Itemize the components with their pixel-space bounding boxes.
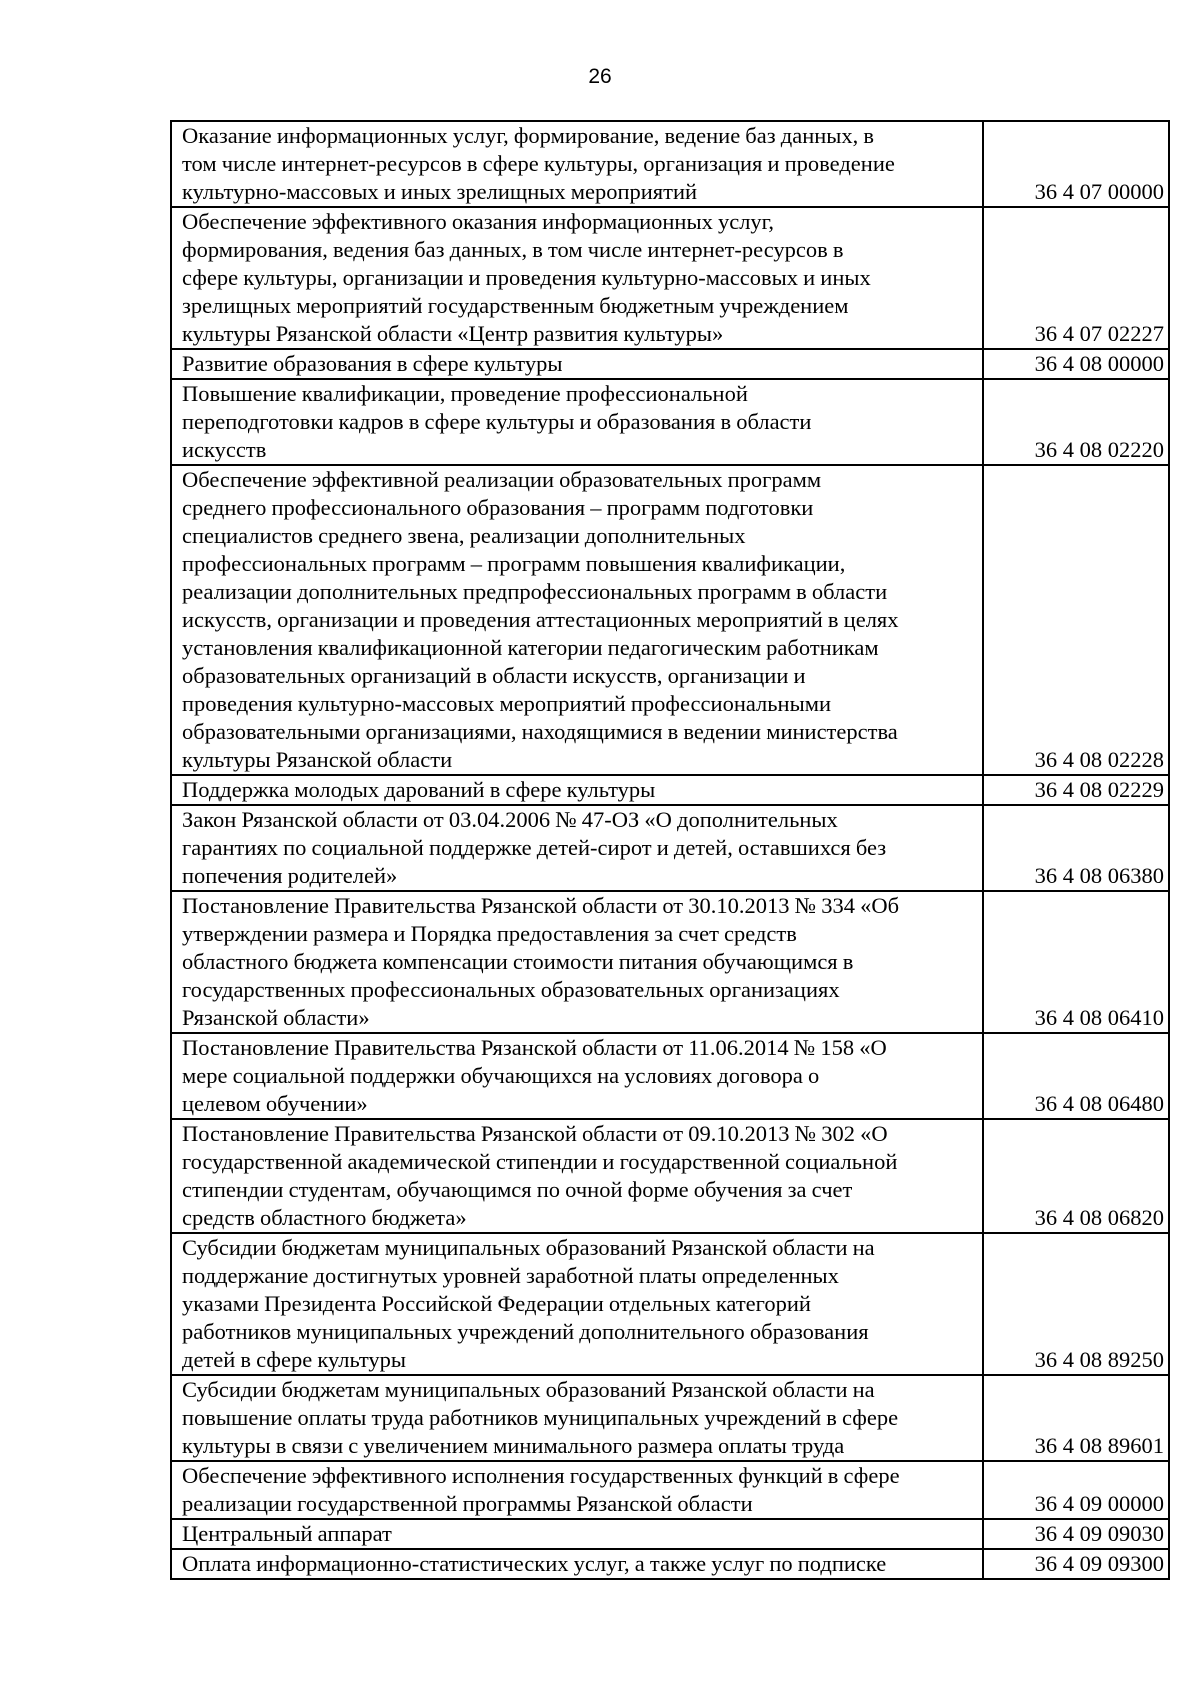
row-description xyxy=(171,465,983,775)
page-number: 26 xyxy=(588,65,612,88)
row-code: 36 4 08 06820 xyxy=(983,1119,1169,1233)
row-code: 36 4 08 89250 xyxy=(983,1233,1169,1375)
row-description xyxy=(171,891,983,1033)
description-line: гарантиях по социальной поддержке детей-сирот и детей, оставшихся без xyxy=(182,835,887,860)
description-line: Обеспечение эффективной реализации образовательных программ xyxy=(182,467,822,492)
table-row xyxy=(171,1375,1169,1461)
row-code: 36 4 08 02228 xyxy=(983,465,1169,775)
row-description xyxy=(171,1549,983,1579)
table-row xyxy=(171,1033,1169,1119)
row-description xyxy=(171,121,983,207)
description-line: областного бюджета компенсации стоимости питания обучающимся в xyxy=(182,949,854,974)
row-code: 36 4 07 00000 xyxy=(983,121,1169,207)
description-line: Постановление Правительства Рязанской области от 09.10.2013 № 302 «О xyxy=(182,1121,888,1146)
row-description xyxy=(171,349,983,379)
description-line: переподготовки кадров в сфере культуры и образования в области xyxy=(182,409,812,434)
row-code: 36 4 08 00000 xyxy=(983,349,1169,379)
description-line: Центральный аппарат xyxy=(182,1521,392,1546)
row-description xyxy=(171,1033,983,1119)
table-row xyxy=(171,379,1169,465)
table-row xyxy=(171,465,1169,775)
description-line: Постановление Правительства Рязанской области от 30.10.2013 № 334 «Об xyxy=(182,893,900,918)
table-row xyxy=(171,775,1169,805)
description-line: искусств xyxy=(182,437,267,462)
description-line: Обеспечение эффективного исполнения государственных функций в сфере xyxy=(182,1463,900,1488)
description-line: образовательными организациями, находящимися в ведении министерства xyxy=(182,719,898,744)
table-row xyxy=(171,207,1169,349)
row-description xyxy=(171,379,983,465)
description-line: формирования, ведения баз данных, в том числе интернет-ресурсов в xyxy=(182,237,844,262)
budget-classification-table xyxy=(170,120,1170,1580)
description-line: попечения родителей» xyxy=(182,863,398,888)
description-line: сфере культуры, организации и проведения культурно-массовых и иных xyxy=(182,265,871,290)
row-description xyxy=(171,1233,983,1375)
row-description xyxy=(171,207,983,349)
description-line: Рязанской области» xyxy=(182,1005,370,1030)
row-description xyxy=(171,1375,983,1461)
table-row xyxy=(171,121,1169,207)
description-line: Поддержка молодых дарований в сфере культуры xyxy=(182,777,656,802)
row-code: 36 4 08 06480 xyxy=(983,1033,1169,1119)
description-line: профессиональных программ – программ повышения квалификации, xyxy=(182,551,846,576)
description-line: Закон Рязанской области от 03.04.2006 № 47-ОЗ «О дополнительных xyxy=(182,807,838,832)
description-line: том числе интернет-ресурсов в сфере культуры, организация и проведение xyxy=(182,151,895,176)
description-line: средств областного бюджета» xyxy=(182,1205,467,1230)
description-line: Субсидии бюджетам муниципальных образований Рязанской области на xyxy=(182,1235,875,1260)
description-line: зрелищных мероприятий государственным бюджетным учреждением xyxy=(182,293,849,318)
description-line: культуры Рязанской области «Центр развития культуры» xyxy=(182,321,724,346)
row-code: 36 4 08 02229 xyxy=(983,775,1169,805)
description-line: Оказание информационных услуг, формирование, ведение баз данных, в xyxy=(182,123,875,148)
description-line: установления квалификационной категории педагогическим работникам xyxy=(182,635,879,660)
row-code: 36 4 09 09300 xyxy=(983,1549,1169,1579)
row-description xyxy=(171,805,983,891)
description-line: утверждении размера и Порядка предоставления за счет средств xyxy=(182,921,797,946)
table-body xyxy=(171,121,1169,1579)
description-line: Субсидии бюджетам муниципальных образований Рязанской области на xyxy=(182,1377,875,1402)
description-line: указами Президента Российской Федерации отдельных категорий xyxy=(182,1291,811,1316)
description-line: проведения культурно-массовых мероприятий профессиональными xyxy=(182,691,831,716)
row-code: 36 4 07 02227 xyxy=(983,207,1169,349)
description-line: Повышение квалификации, проведение профессиональной xyxy=(182,381,748,406)
row-code: 36 4 08 02220 xyxy=(983,379,1169,465)
row-code: 36 4 09 00000 xyxy=(983,1461,1169,1519)
description-line: специалистов среднего звена, реализации дополнительных xyxy=(182,523,746,548)
table-row xyxy=(171,805,1169,891)
description-line: образовательных организаций в области искусств, организации и xyxy=(182,663,806,688)
table-row xyxy=(171,1549,1169,1579)
description-line: государственных профессиональных образовательных организациях xyxy=(182,977,840,1002)
description-line: повышение оплаты труда работников муниципальных учреждений в сфере xyxy=(182,1405,899,1430)
description-line: поддержание достигнутых уровней заработной платы определенных xyxy=(182,1263,839,1288)
table-row xyxy=(171,891,1169,1033)
description-line: реализации государственной программы Рязанской области xyxy=(182,1491,753,1516)
table-row xyxy=(171,1461,1169,1519)
table-row xyxy=(171,1119,1169,1233)
table-row xyxy=(171,1233,1169,1375)
description-line: мере социальной поддержки обучающихся на условиях договора о xyxy=(182,1063,820,1088)
row-code: 36 4 08 06380 xyxy=(983,805,1169,891)
description-line: стипендии студентам, обучающимся по очной форме обучения за счет xyxy=(182,1177,853,1202)
description-line: реализации дополнительных предпрофессиональных программ в области xyxy=(182,579,888,604)
row-code: 36 4 08 06410 xyxy=(983,891,1169,1033)
row-description xyxy=(171,1119,983,1233)
description-line: Обеспечение эффективного оказания информационных услуг, xyxy=(182,209,774,234)
row-description xyxy=(171,1461,983,1519)
description-line: детей в сфере культуры xyxy=(182,1347,407,1372)
description-line: среднего профессионального образования – программ подготовки xyxy=(182,495,814,520)
description-line: Оплата информационно-статистических услуг, а также услуг по подписке xyxy=(182,1551,887,1576)
description-line: целевом обучении» xyxy=(182,1091,368,1116)
row-description xyxy=(171,1519,983,1549)
description-line: культурно-массовых и иных зрелищных мероприятий xyxy=(182,179,698,204)
description-line: искусств, организации и проведения аттестационных мероприятий в целях xyxy=(182,607,899,632)
description-line: работников муниципальных учреждений дополнительного образования xyxy=(182,1319,869,1344)
description-line: Развитие образования в сфере культуры xyxy=(182,351,563,376)
description-line: государственной академической стипендии и государственной социальной xyxy=(182,1149,898,1174)
table-row xyxy=(171,349,1169,379)
description-line: культуры в связи с увеличением минимального размера оплаты труда xyxy=(182,1433,845,1458)
description-line: культуры Рязанской области xyxy=(182,747,453,772)
description-line: Постановление Правительства Рязанской области от 11.06.2014 № 158 «О xyxy=(182,1035,887,1060)
row-description xyxy=(171,775,983,805)
row-code: 36 4 08 89601 xyxy=(983,1375,1169,1461)
row-code: 36 4 09 09030 xyxy=(983,1519,1169,1549)
table-row xyxy=(171,1519,1169,1549)
